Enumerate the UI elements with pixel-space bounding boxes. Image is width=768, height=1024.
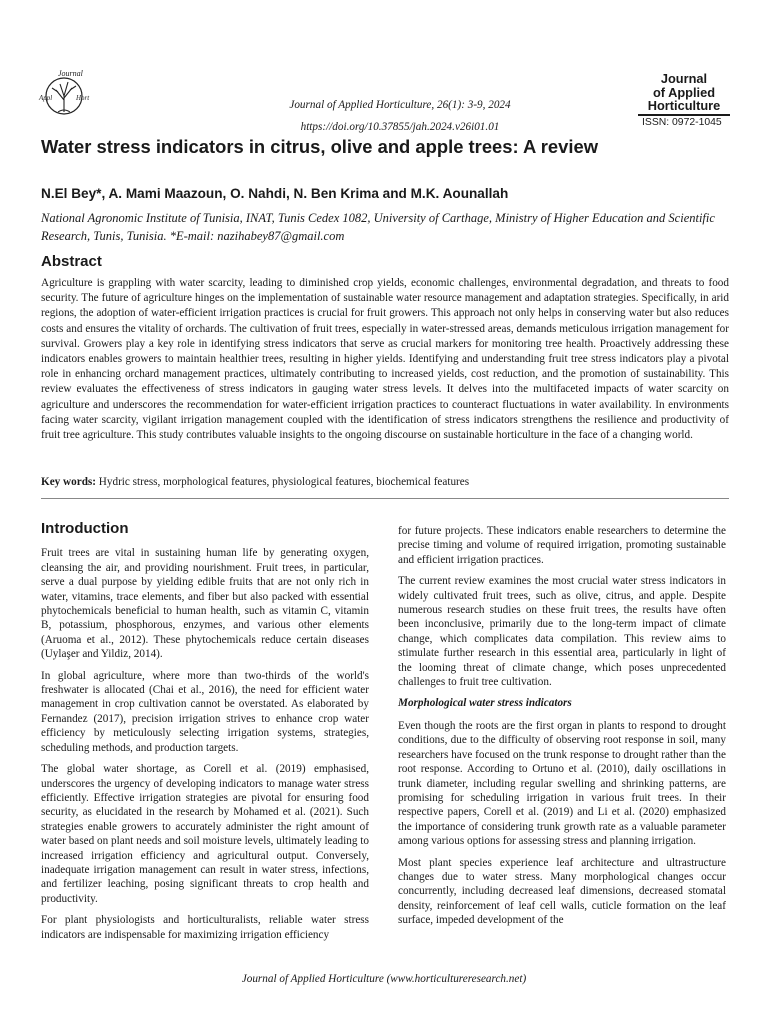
intro-paragraph-5: for future projects. These indicators enable researchers to determine the precise timing and volume of required irrigation, promoting sustainable and efficient irrigation practices.	[398, 525, 726, 566]
logo-text-right: Hort	[76, 94, 90, 102]
author-affiliation: National Agronomic Institute of Tunisia, INAT, Tunis Cedex 1082, University of Carthage, Ministry of Higher Education and Scientific Research, Tunis, Tunisia. *E-mail: nazihabey87@gmail.com	[41, 211, 715, 243]
logo-text-left: Appl	[39, 94, 53, 102]
abstract-heading: Abstract	[41, 253, 102, 270]
doi-link[interactable]: https://doi.org/10.37855/jah.2024.v26i01.01	[300, 121, 500, 133]
intro-paragraph-6: The current review examines the most crucial water stress indicators in widely cultivated fruit trees, such as olive, citrus, and apple. Despite numerous research studies on these fruit trees, the results have often been inconclusive, primarily due to the long-term impact of climate change, which complicates data compilation. This review aims to stimulate further research in this essential area, particularly in light of the looming threat of climate change, which poses unprecedented challenges to fruit tree cultivation.	[398, 575, 726, 689]
intro-paragraph-2: In global agriculture, where more than two-thirds of the world's freshwater is allocated (Chai et al., 2016), the need for efficient water management in crop cultivation cannot be overstated. As elaborated by Fernandez (2017), precision irrigation strives to enhance crop water efficiency by meticulously selecting irrigation systems, strategies, scheduling methods, and production targets.	[41, 669, 369, 754]
left-column	[41, 522, 369, 949]
right-column	[398, 524, 726, 935]
journal-name-line-2: of Applied	[652, 84, 716, 100]
intro-paragraph-1: Fruit trees are vital in sustaining human life by generating oxygen, cleansing the air, and providing nourishment. Fruit trees, in particular, serve a dual purpose by yielding edible fruits that are not only rich in water, vitamins, trace elements, and fiber but also packed with essential phytochemicals beneficial to human health, such as vitamin C, vitamin B, potassium, phosphorous, enzymes, and various other elements (Aruoma et al., 2012). These phytochemicals reduce certain diseases (Uylaşer and Yildiz, 2014).	[41, 547, 369, 661]
keywords-list: Hydric stress, morphological features, physiological features, biochemical features	[98, 476, 470, 488]
intro-paragraph-7: Even though the roots are the first organ in plants to respond to drought conditions, due to the difficulty of observing root response in soil, many researchers have focused on the trunk response to drought rather than the root response. According to Ortuno et al. (2010), daily oscillations in trunk diameter, including regular swelling and shrinking patterns, are promising for scheduling irrigation in various fruit trees. In their respective papers, Corell et al. (2019) and Li et al. (2020) emphasized the importance of considering trunk growth rate as a valuable parameter among various options for assessing stress and planning irrigation.	[398, 719, 726, 848]
journal-name-line-3: Horticulture	[638, 99, 730, 116]
section-divider	[41, 498, 729, 499]
journal-name-block	[638, 72, 730, 116]
logo-text-top: Journal	[58, 69, 83, 78]
abstract-text: Agriculture is grappling with water scarcity, leading to diminished crop yields, economic challenges, environmental degradation, and threats to food security. The future of agriculture hinges on the implementation of sustainable water resource management and adaptation strategies. Specifically, in arid regions, the adoption of water-efficient irrigation practices is crucial for fruit growers. This approach not only helps in conserving water but also reduces costs and ensures the vitality of orchards. The cultivation of fruit trees, especially in water-stressed areas, demands meticulous irrigation management for survival. Growers play a key role in identifying stress indicators that serve as crucial markers for monitoring tree health. Proactively addressing these indicators enables growers to maintain healthier trees, resulting in higher yields. Identifying and understanding fruit tree stress indicators play a pivotal role in enhancing orchard management practices, ultimately contributing to increased yields, cost reduction, and the promotion of sustainability. This review evaluates the effectiveness of stress indicators in gauging water stress levels. It delves into the multifaceted impacts of water scarcity on agriculture and underscores the recommendation for water-efficient irrigation practices to counteract fluctuations in water availability. In environments facing water scarcity, vigilant irrigation management coupled with the identification of stress indicators strengthens the resilience and productivity of fruit tree agriculture. This study contributes valuable insights to the ongoing discourse on sustainable horticulture in the face of a changing world.	[41, 277, 729, 442]
morphological-subheading: Morphological water stress indicators	[398, 697, 572, 710]
header-citation-block	[150, 94, 650, 138]
intro-paragraph-8: Most plant species experience leaf architecture and ultrastructure changes due to water stress. Many morphological changes occur concurrently, including decreased leaf dimensions, decreased stomatal density, reinforcement of leaf cell walls, cuticle formation on the leaf surface, impeded development of the	[398, 856, 726, 927]
journal-logo	[36, 68, 98, 118]
intro-paragraph-3: The global water shortage, as Corell et al. (2019) emphasised, underscores the urgency of developing indicators to manage water stress efficiently. Effective irrigation strategies are pivotal for ensuring food security, as elucidated in the research by Mohamed et al. (2021). Such strategies enable growers to accurately administer the right amount of water based on plant needs and soil moisture levels, ultimately leading to increased irrigation efficiency and agricultural output. Conversely, inadequate irrigation management can result in water stress, infections, and fertilizer leaching, posing significant threats to crop health and productivity.	[41, 763, 369, 905]
article-title: Water stress indicators in citrus, olive and apple trees: A review	[41, 136, 599, 157]
intro-paragraph-4: For plant physiologists and horticulturalists, reliable water stress indicators are indispensable for maximizing irrigation efficiency	[41, 914, 369, 941]
keywords	[41, 475, 729, 490]
issn: ISSN: 0972-1045	[642, 117, 722, 128]
keywords-label: Key words:	[41, 476, 96, 488]
journal-citation: Journal of Applied Horticulture, 26(1): 3-9, 2024	[289, 99, 511, 111]
introduction-heading: Introduction	[41, 520, 129, 537]
page-footer: Journal of Applied Horticulture (www.horticultureresearch.net)	[241, 973, 527, 985]
journal-name-line-1: Journal	[660, 71, 708, 86]
author-list: N.El Bey*, A. Mami Maazoun, O. Nahdi, N. Ben Krima and M.K. Aounallah	[41, 186, 509, 201]
